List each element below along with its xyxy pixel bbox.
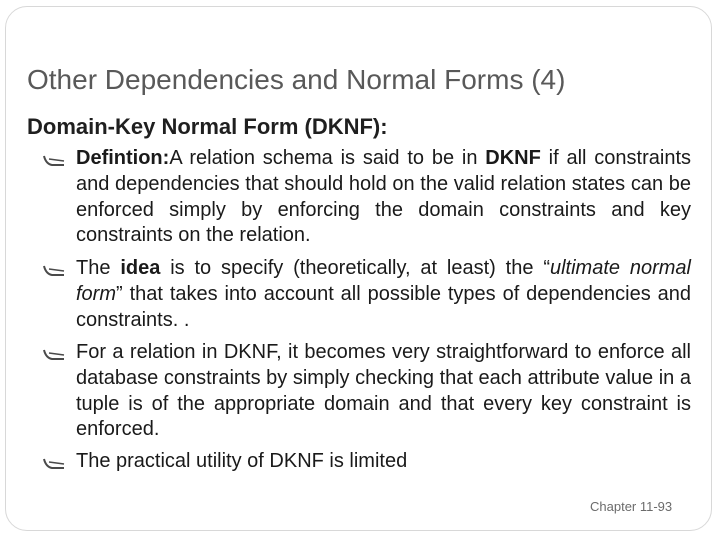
bullet-text bbox=[76, 449, 691, 475]
hook-bullet-icon bbox=[43, 458, 65, 470]
bullet-text bbox=[76, 146, 691, 249]
hook-bullet-icon bbox=[43, 265, 65, 277]
bullet-text-run: The bbox=[76, 257, 121, 279]
bullet-text bbox=[76, 340, 691, 443]
slide-footer: Chapter 11-93 bbox=[590, 499, 673, 514]
bullet-text-run: The practical utility of DKNF is limited bbox=[76, 450, 408, 472]
bullet-text-run: A relation schema is said to be in bbox=[169, 147, 486, 169]
bullet-text-bold-run: Defintion: bbox=[76, 147, 170, 169]
slide-title: Other Dependencies and Normal Forms (4) bbox=[27, 64, 566, 95]
slide-subtitle: Domain-Key Normal Form (DKNF): bbox=[27, 114, 388, 139]
bullet-text-run: For a relation in DKNF, it becomes very straightforward to enforce all database constraints by simply checking that each attribute value in a tuple is of the appropriate domain and that every key constraint is enforced. bbox=[76, 341, 691, 441]
bullet-text-run: if all constraints and dependencies that should hold on the valid relation states can be enforced simply by enforcing the domain constraints and key constraints on the relation. bbox=[76, 147, 691, 247]
bullet-text-bold-run: idea bbox=[120, 257, 161, 279]
bullet-text-run: is to specify (theoretically, at least) the “ bbox=[160, 257, 550, 279]
bullet-text bbox=[76, 256, 691, 333]
hook-bullet-icon bbox=[43, 155, 65, 167]
hook-bullet-icon bbox=[43, 349, 65, 361]
bullet-text-run: ” that takes into account all possible types of dependencies and constraints. . bbox=[76, 282, 691, 331]
bullet-text-bold-run: DKNF bbox=[485, 147, 541, 169]
bullet-text-italic-run: ultimate normal form bbox=[76, 257, 691, 305]
